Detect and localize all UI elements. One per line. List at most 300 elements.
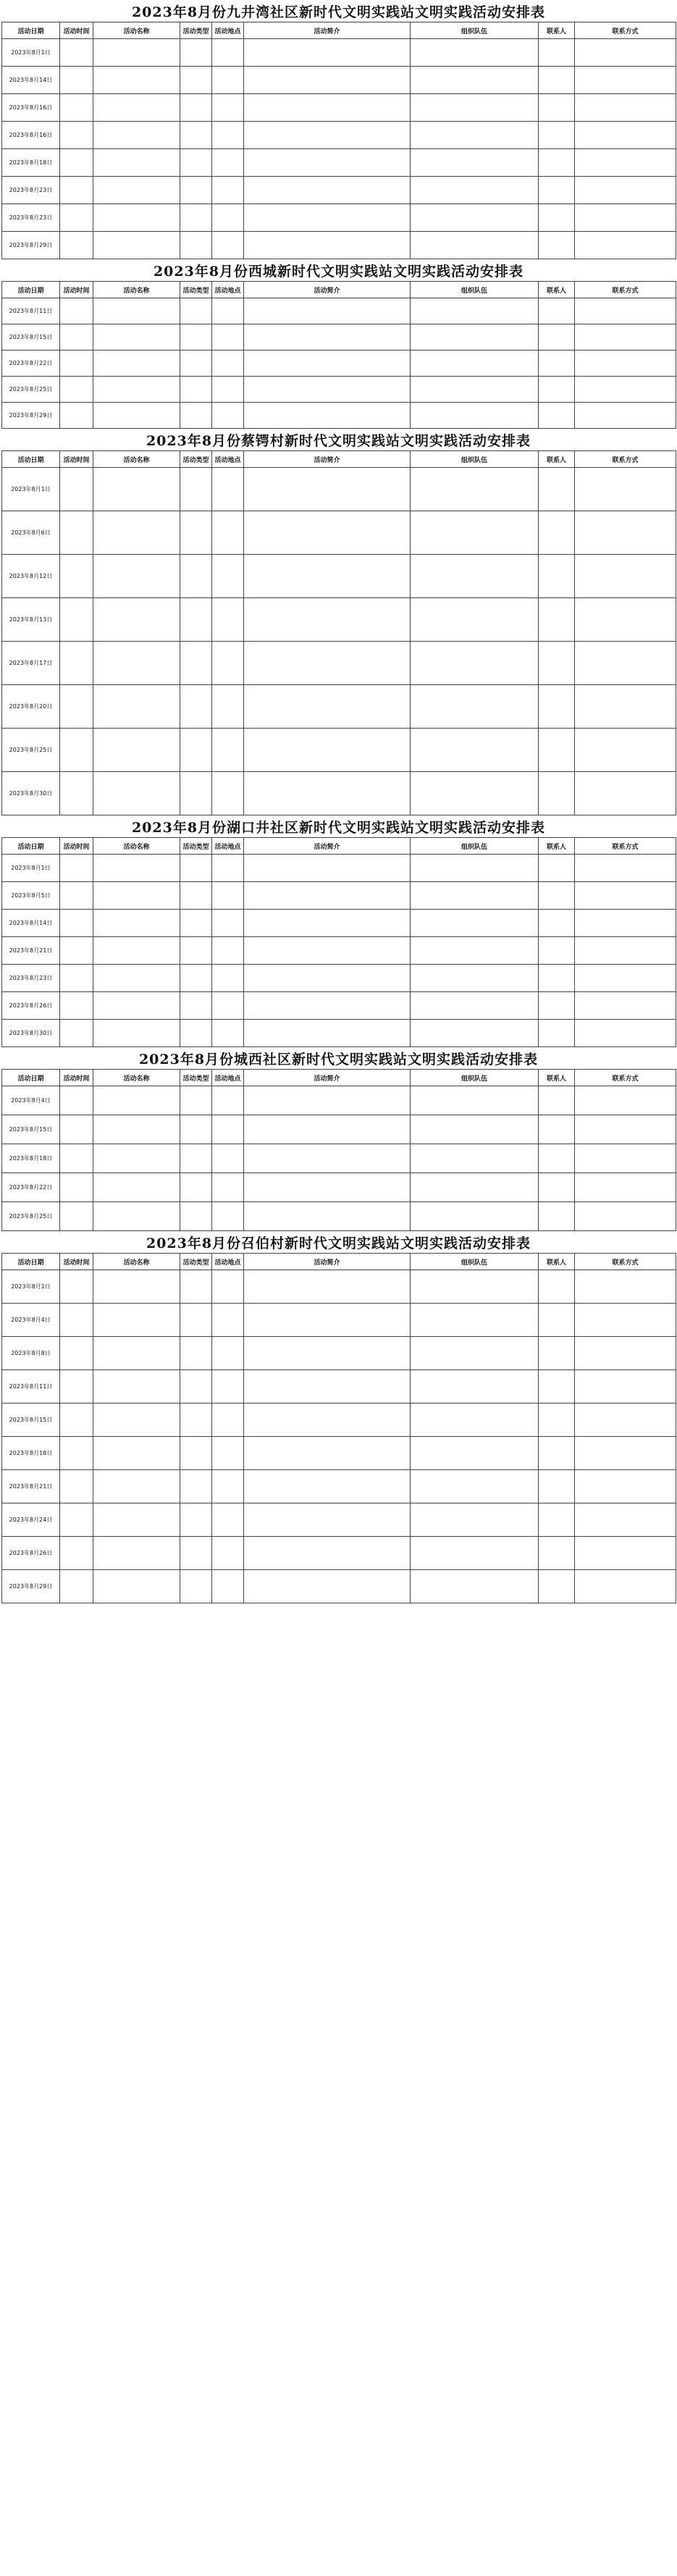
column-header: 活动简介 <box>244 1254 411 1270</box>
column-header: 活动名称 <box>93 451 180 468</box>
table-row <box>2 882 676 910</box>
column-header: 联系方式 <box>575 1070 676 1086</box>
time-cell <box>60 598 93 642</box>
table-row <box>2 1144 676 1173</box>
column-header: 活动日期 <box>2 451 60 468</box>
time-cell <box>60 351 93 377</box>
phone-cell <box>575 298 676 324</box>
time-cell <box>60 555 93 598</box>
organizer-cell <box>411 1404 539 1437</box>
location-cell <box>212 882 244 910</box>
activity-name-cell <box>93 204 180 232</box>
contact-person-cell <box>539 1115 575 1144</box>
phone-cell <box>575 1370 676 1404</box>
organizer-cell <box>411 1086 539 1115</box>
location-cell <box>212 122 244 149</box>
organizer-cell <box>411 1020 539 1047</box>
section-title: 2023年8月份湖口井社区新时代文明实践站文明实践活动安排表 <box>131 819 546 836</box>
activity-name-cell <box>93 1404 180 1437</box>
section-title: 2023年8月份蔡锷村新时代文明实践站文明实践活动安排表 <box>146 432 531 449</box>
description-cell <box>244 1020 411 1047</box>
time-cell <box>60 1270 93 1304</box>
description-cell <box>244 1202 411 1231</box>
schedule-table <box>1 837 676 1047</box>
activity-name-cell <box>93 1337 180 1370</box>
table-row <box>2 1437 676 1470</box>
time-cell <box>60 1537 93 1570</box>
contact-person-cell <box>539 555 575 598</box>
contact-person-cell <box>539 729 575 772</box>
type-cell <box>180 511 212 555</box>
column-header: 活动类型 <box>180 1070 212 1086</box>
time-cell <box>60 468 93 511</box>
type-cell <box>180 298 212 324</box>
date-cell: 2023年8月29日 <box>2 232 60 259</box>
phone-cell <box>575 351 676 377</box>
organizer-cell <box>411 910 539 937</box>
contact-person-cell <box>539 468 575 511</box>
location-cell <box>212 232 244 259</box>
type-cell <box>180 1404 212 1437</box>
description-cell <box>244 177 411 204</box>
contact-person-cell <box>539 122 575 149</box>
date-cell: 2023年8月30日 <box>2 1020 60 1047</box>
phone-cell <box>575 149 676 177</box>
column-header: 活动日期 <box>2 1070 60 1086</box>
contact-person-cell <box>539 403 575 429</box>
contact-person-cell <box>539 1270 575 1304</box>
table-row <box>2 149 676 177</box>
date-cell: 2023年8月24日 <box>2 1503 60 1537</box>
type-cell <box>180 177 212 204</box>
activity-name-cell <box>93 910 180 937</box>
table-row <box>2 1370 676 1404</box>
type-cell <box>180 1370 212 1404</box>
activity-name-cell <box>93 149 180 177</box>
type-cell <box>180 232 212 259</box>
column-header: 活动地点 <box>212 1254 244 1270</box>
activity-name-cell <box>93 122 180 149</box>
column-header: 联系人 <box>539 282 575 298</box>
type-cell <box>180 642 212 685</box>
phone-cell <box>575 1337 676 1370</box>
location-cell <box>212 94 244 122</box>
date-cell: 2023年8月20日 <box>2 685 60 729</box>
type-cell <box>180 94 212 122</box>
phone-cell <box>575 1202 676 1231</box>
date-cell: 2023年8月26日 <box>2 1537 60 1570</box>
type-cell <box>180 1537 212 1570</box>
time-cell <box>60 324 93 351</box>
table-row <box>2 910 676 937</box>
column-header: 活动地点 <box>212 1070 244 1086</box>
description-cell <box>244 1404 411 1437</box>
phone-cell <box>575 1115 676 1144</box>
location-cell <box>212 772 244 815</box>
table-row <box>2 377 676 403</box>
time-cell <box>60 1437 93 1470</box>
contact-person-cell <box>539 94 575 122</box>
contact-person-cell <box>539 324 575 351</box>
section-xicheng <box>0 259 677 429</box>
phone-cell <box>575 324 676 351</box>
description-cell <box>244 1470 411 1503</box>
activity-name-cell <box>93 772 180 815</box>
activity-name-cell <box>93 1537 180 1570</box>
phone-cell <box>575 1437 676 1470</box>
time-cell <box>60 403 93 429</box>
location-cell <box>212 1115 244 1144</box>
time-cell <box>60 149 93 177</box>
column-header: 活动名称 <box>93 1070 180 1086</box>
time-cell <box>60 910 93 937</box>
type-cell <box>180 149 212 177</box>
type-cell <box>180 67 212 94</box>
phone-cell <box>575 1304 676 1337</box>
column-header: 活动时间 <box>60 282 93 298</box>
activity-name-cell <box>93 1470 180 1503</box>
section-title: 2023年8月份召伯村新时代文明实践站文明实践活动安排表 <box>146 1235 531 1251</box>
table-row <box>2 1570 676 1603</box>
phone-cell <box>575 1270 676 1304</box>
activity-name-cell <box>93 1270 180 1304</box>
phone-cell <box>575 729 676 772</box>
location-cell <box>212 965 244 992</box>
table-row <box>2 965 676 992</box>
table-row <box>2 1086 676 1115</box>
column-header: 联系方式 <box>575 282 676 298</box>
time-cell <box>60 1086 93 1115</box>
description-cell <box>244 1144 411 1173</box>
column-header: 联系方式 <box>575 22 676 39</box>
phone-cell <box>575 39 676 67</box>
table-row <box>2 555 676 598</box>
table-row <box>2 177 676 204</box>
date-cell: 2023年8月22日 <box>2 351 60 377</box>
date-cell: 2023年8月23日 <box>2 204 60 232</box>
phone-cell <box>575 232 676 259</box>
location-cell <box>212 1503 244 1537</box>
table-row <box>2 351 676 377</box>
contact-person-cell <box>539 298 575 324</box>
contact-person-cell <box>539 177 575 204</box>
contact-person-cell <box>539 232 575 259</box>
contact-person-cell <box>539 39 575 67</box>
phone-cell <box>575 1570 676 1603</box>
description-cell <box>244 965 411 992</box>
description-cell <box>244 1570 411 1603</box>
date-cell: 2023年8月6日 <box>2 511 60 555</box>
contact-person-cell <box>539 511 575 555</box>
phone-cell <box>575 67 676 94</box>
time-cell <box>60 937 93 965</box>
column-header: 联系人 <box>539 838 575 855</box>
column-header: 活动名称 <box>93 22 180 39</box>
contact-person-cell <box>539 937 575 965</box>
location-cell <box>212 1570 244 1603</box>
type-cell <box>180 1570 212 1603</box>
type-cell <box>180 377 212 403</box>
organizer-cell <box>411 1337 539 1370</box>
organizer-cell <box>411 511 539 555</box>
location-cell <box>212 1470 244 1503</box>
location-cell <box>212 598 244 642</box>
organizer-cell <box>411 1503 539 1537</box>
organizer-cell <box>411 324 539 351</box>
activity-name-cell <box>93 937 180 965</box>
contact-person-cell <box>539 1503 575 1537</box>
table-row <box>2 122 676 149</box>
type-cell <box>180 122 212 149</box>
activity-name-cell <box>93 1503 180 1537</box>
column-header: 活动地点 <box>212 22 244 39</box>
time-cell <box>60 1115 93 1144</box>
date-cell: 2023年8月18日 <box>2 149 60 177</box>
time-cell <box>60 232 93 259</box>
organizer-cell <box>411 937 539 965</box>
organizer-cell <box>411 67 539 94</box>
activity-name-cell <box>93 882 180 910</box>
column-header: 联系人 <box>539 1070 575 1086</box>
organizer-cell <box>411 403 539 429</box>
column-header: 活动日期 <box>2 282 60 298</box>
table-header-row <box>2 1070 676 1086</box>
table-row <box>2 642 676 685</box>
organizer-cell <box>411 1270 539 1304</box>
organizer-cell <box>411 642 539 685</box>
location-cell <box>212 910 244 937</box>
time-cell <box>60 39 93 67</box>
description-cell <box>244 882 411 910</box>
type-cell <box>180 1270 212 1304</box>
phone-cell <box>575 1470 676 1503</box>
location-cell <box>212 855 244 882</box>
location-cell <box>212 324 244 351</box>
phone-cell <box>575 685 676 729</box>
activity-name-cell <box>93 1086 180 1115</box>
time-cell <box>60 1503 93 1537</box>
column-header: 活动日期 <box>2 22 60 39</box>
date-cell: 2023年8月22日 <box>2 1173 60 1202</box>
activity-name-cell <box>93 1020 180 1047</box>
type-cell <box>180 882 212 910</box>
table-row <box>2 232 676 259</box>
column-header: 组织队伍 <box>411 451 539 468</box>
location-cell <box>212 204 244 232</box>
table-row <box>2 1404 676 1437</box>
description-cell <box>244 1115 411 1144</box>
column-header: 组织队伍 <box>411 282 539 298</box>
contact-person-cell <box>539 351 575 377</box>
date-cell: 2023年8月1日 <box>2 468 60 511</box>
section-title: 2023年8月份城西社区新时代文明实践站文明实践活动安排表 <box>138 1051 539 1067</box>
location-cell <box>212 1202 244 1231</box>
table-row <box>2 729 676 772</box>
section-zhaobo <box>0 1231 677 1603</box>
column-header: 联系方式 <box>575 451 676 468</box>
description-cell <box>244 1086 411 1115</box>
column-header: 联系方式 <box>575 838 676 855</box>
section-caie <box>0 429 677 815</box>
contact-person-cell <box>539 598 575 642</box>
activity-name-cell <box>93 177 180 204</box>
organizer-cell <box>411 729 539 772</box>
time-cell <box>60 1337 93 1370</box>
table-row <box>2 598 676 642</box>
date-cell: 2023年8月15日 <box>2 324 60 351</box>
location-cell <box>212 1270 244 1304</box>
description-cell <box>244 468 411 511</box>
activity-name-cell <box>93 729 180 772</box>
phone-cell <box>575 992 676 1020</box>
section-title: 2023年8月份九井湾社区新时代文明实践站文明实践活动安排表 <box>131 4 546 20</box>
column-header: 活动简介 <box>244 282 411 298</box>
location-cell <box>212 149 244 177</box>
location-cell <box>212 1173 244 1202</box>
column-header: 联系人 <box>539 451 575 468</box>
column-header: 活动名称 <box>93 838 180 855</box>
type-cell <box>180 855 212 882</box>
description-cell <box>244 94 411 122</box>
phone-cell <box>575 855 676 882</box>
schedule-table <box>1 1253 676 1603</box>
location-cell <box>212 177 244 204</box>
activity-name-cell <box>93 511 180 555</box>
phone-cell <box>575 468 676 511</box>
type-cell <box>180 403 212 429</box>
column-header: 活动类型 <box>180 451 212 468</box>
table-row <box>2 468 676 511</box>
organizer-cell <box>411 772 539 815</box>
organizer-cell <box>411 1370 539 1404</box>
organizer-cell <box>411 39 539 67</box>
type-cell <box>180 1173 212 1202</box>
phone-cell <box>575 177 676 204</box>
activity-name-cell <box>93 377 180 403</box>
table-row <box>2 1173 676 1202</box>
phone-cell <box>575 94 676 122</box>
date-cell: 2023年8月25日 <box>2 1202 60 1231</box>
description-cell <box>244 39 411 67</box>
date-cell: 2023年8月25日 <box>2 729 60 772</box>
phone-cell <box>575 1537 676 1570</box>
date-cell: 2023年8月29日 <box>2 403 60 429</box>
description-cell <box>244 1337 411 1370</box>
location-cell <box>212 729 244 772</box>
table-row <box>2 1503 676 1537</box>
table-header-row <box>2 282 676 298</box>
column-header: 活动地点 <box>212 451 244 468</box>
contact-person-cell <box>539 1202 575 1231</box>
date-cell: 2023年8月15日 <box>2 1115 60 1144</box>
date-cell: 2023年8月21日 <box>2 937 60 965</box>
activity-name-cell <box>93 1173 180 1202</box>
time-cell <box>60 992 93 1020</box>
table-row <box>2 1537 676 1570</box>
description-cell <box>244 122 411 149</box>
contact-person-cell <box>539 67 575 94</box>
phone-cell <box>575 377 676 403</box>
activity-name-cell <box>93 1304 180 1337</box>
organizer-cell <box>411 149 539 177</box>
contact-person-cell <box>539 910 575 937</box>
date-cell: 2023年8月11日 <box>2 298 60 324</box>
contact-person-cell <box>539 1537 575 1570</box>
date-cell: 2023年8月4日 <box>2 1086 60 1115</box>
contact-person-cell <box>539 1437 575 1470</box>
column-header: 组织队伍 <box>411 838 539 855</box>
location-cell <box>212 1370 244 1404</box>
schedule-table <box>1 22 676 259</box>
table-row <box>2 94 676 122</box>
activity-name-cell <box>93 685 180 729</box>
time-cell <box>60 1173 93 1202</box>
location-cell <box>212 377 244 403</box>
time-cell <box>60 1202 93 1231</box>
date-cell: 2023年8月8日 <box>2 1337 60 1370</box>
time-cell <box>60 642 93 685</box>
description-cell <box>244 1437 411 1470</box>
activity-name-cell <box>93 232 180 259</box>
location-cell <box>212 992 244 1020</box>
date-cell: 2023年8月21日 <box>2 1470 60 1503</box>
table-row <box>2 1202 676 1231</box>
contact-person-cell <box>539 1144 575 1173</box>
organizer-cell <box>411 1470 539 1503</box>
table-row <box>2 511 676 555</box>
table-row <box>2 1270 676 1304</box>
date-cell: 2023年8月23日 <box>2 177 60 204</box>
description-cell <box>244 377 411 403</box>
column-header: 组织队伍 <box>411 1254 539 1270</box>
location-cell <box>212 351 244 377</box>
contact-person-cell <box>539 1570 575 1603</box>
date-cell: 2023年8月23日 <box>2 965 60 992</box>
table-row <box>2 324 676 351</box>
type-cell <box>180 204 212 232</box>
type-cell <box>180 992 212 1020</box>
type-cell <box>180 1437 212 1470</box>
organizer-cell <box>411 1144 539 1173</box>
time-cell <box>60 685 93 729</box>
column-header: 活动时间 <box>60 451 93 468</box>
phone-cell <box>575 122 676 149</box>
activity-name-cell <box>93 1570 180 1603</box>
date-cell: 2023年8月1日 <box>2 39 60 67</box>
column-header: 活动名称 <box>93 1254 180 1270</box>
location-cell <box>212 1086 244 1115</box>
type-cell <box>180 685 212 729</box>
organizer-cell <box>411 94 539 122</box>
column-header: 联系人 <box>539 1254 575 1270</box>
organizer-cell <box>411 232 539 259</box>
date-cell: 2023年8月11日 <box>2 1370 60 1404</box>
column-header: 活动简介 <box>244 22 411 39</box>
column-header: 活动地点 <box>212 838 244 855</box>
column-header: 活动地点 <box>212 282 244 298</box>
time-cell <box>60 1370 93 1404</box>
time-cell <box>60 1470 93 1503</box>
time-cell <box>60 1404 93 1437</box>
organizer-cell <box>411 1115 539 1144</box>
contact-person-cell <box>539 642 575 685</box>
organizer-cell <box>411 855 539 882</box>
type-cell <box>180 1503 212 1537</box>
section-title: 2023年8月份西城新时代文明实践站文明实践活动安排表 <box>153 263 524 280</box>
section-jiujingwan <box>0 0 677 259</box>
type-cell <box>180 729 212 772</box>
date-cell: 2023年8月16日 <box>2 94 60 122</box>
